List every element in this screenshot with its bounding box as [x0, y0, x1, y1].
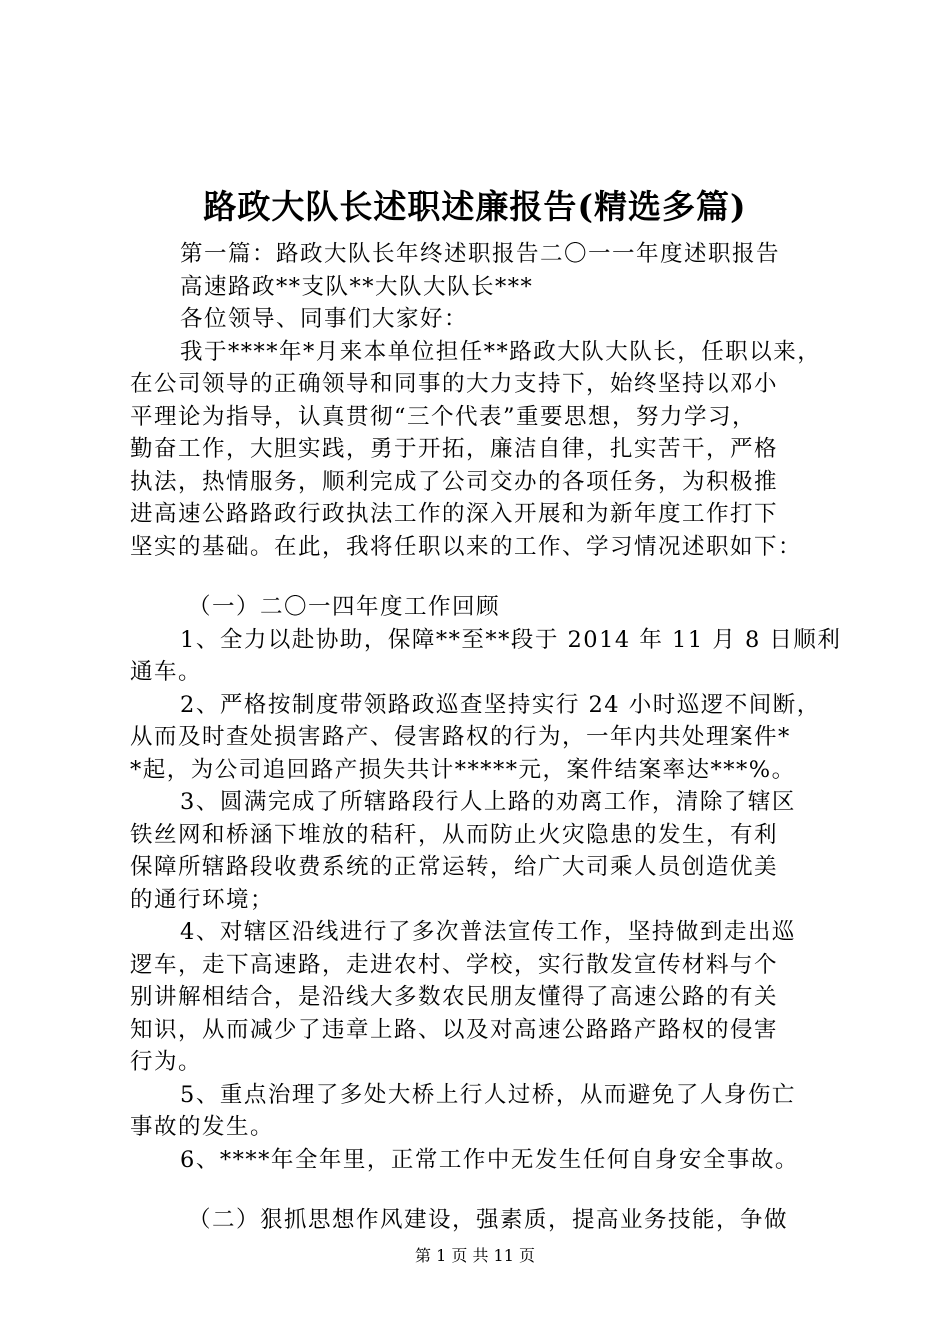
text-line: 1、全力以赴协助，保障**至**段于 2014 年 11 月 8 日顺利: [180, 626, 842, 653]
text-line: 坚实的基础。在此，我将任职以来的工作、学习情况述职如下：: [130, 533, 803, 560]
text-line: 4、对辖区沿线进行了多次普法宣传工作，坚持做到走出巡: [180, 919, 796, 945]
text-line: *起，为公司追回路产损失共计*****元，案件结案率达***%。: [130, 756, 796, 783]
text-line: 进高速公路路政行政执法工作的深入开展和为新年度工作打下: [130, 501, 779, 527]
text-line: 5、重点治理了多处大桥上行人过桥，从而避免了人身伤亡: [180, 1081, 796, 1108]
text-line: 知识，从而减少了违章上路、以及对高速公路路产路权的侵害: [130, 1016, 779, 1043]
text-line: 6、****年全年里，正常工作中无发生任何自身安全事故。: [180, 1146, 799, 1173]
document-body: [130, 238, 842, 1237]
text-line: （二）狠抓思想作风建设，强素质，提高业务技能，争做: [188, 1207, 789, 1233]
text-line: 在公司领导的正确领导和同事的大力支持下，始终坚持以邓小: [130, 371, 779, 397]
paragraph-gap: [130, 563, 842, 591]
text-line: 3、圆满完成了所辖路段行人上路的劝离工作，清除了辖区: [180, 789, 796, 815]
paragraph-gap: [130, 1176, 842, 1204]
text-line: （一）二〇一四年度工作回顾: [188, 594, 501, 620]
page-footer: 第 1 页 共 11 页: [415, 1246, 535, 1265]
text-line: 别讲解相结合，是沿线大多数农民朋友懂得了高速公路的有关: [130, 984, 779, 1010]
text-line: 各位领导、同事们大家好：: [180, 306, 469, 332]
text-line: 勤奋工作，大胆实践，勇于开拓，廉洁自律，扎实苦干，严格: [130, 436, 779, 462]
text-line: 铁丝网和桥涵下堆放的秸秆，从而防止火灾隐患的发生，有利: [130, 821, 779, 848]
text-line: 逻车，走下高速路，走进农村、学校，实行散发宣传材料与个: [130, 951, 779, 978]
text-line: 我于****年*月来本单位担任**路政大队大队长，任职以来，: [180, 338, 822, 365]
text-line: 执法，热情服务，顺利完成了公司交办的各项任务，为积极推: [130, 468, 779, 495]
text-line: 第一篇：路政大队长年终述职报告二〇一一年度述职报告: [180, 241, 781, 267]
text-line: 事故的发生。: [130, 1114, 275, 1140]
text-line: 从而及时查处损害路产、侵害路权的行为，一年内共处理案件*: [130, 724, 791, 750]
text-line: 行为。: [130, 1049, 203, 1075]
text-line: 通车。: [130, 659, 203, 685]
text-line: 高速路政**支队**大队大队长***: [180, 273, 534, 300]
document-title: 路政大队长述职述廉报告(精选多篇): [203, 187, 747, 226]
text-line: 保障所辖路段收费系统的正常运转，给广大司乘人员创造优美: [130, 854, 779, 880]
text-line: 的通行环境；: [130, 886, 275, 913]
text-line: 平理论为指导，认真贯彻“三个代表”重要思想，努力学习，: [130, 403, 757, 430]
text-line: 2、严格按制度带领路政巡查坚持实行 24 小时巡逻不间断，: [180, 691, 821, 718]
